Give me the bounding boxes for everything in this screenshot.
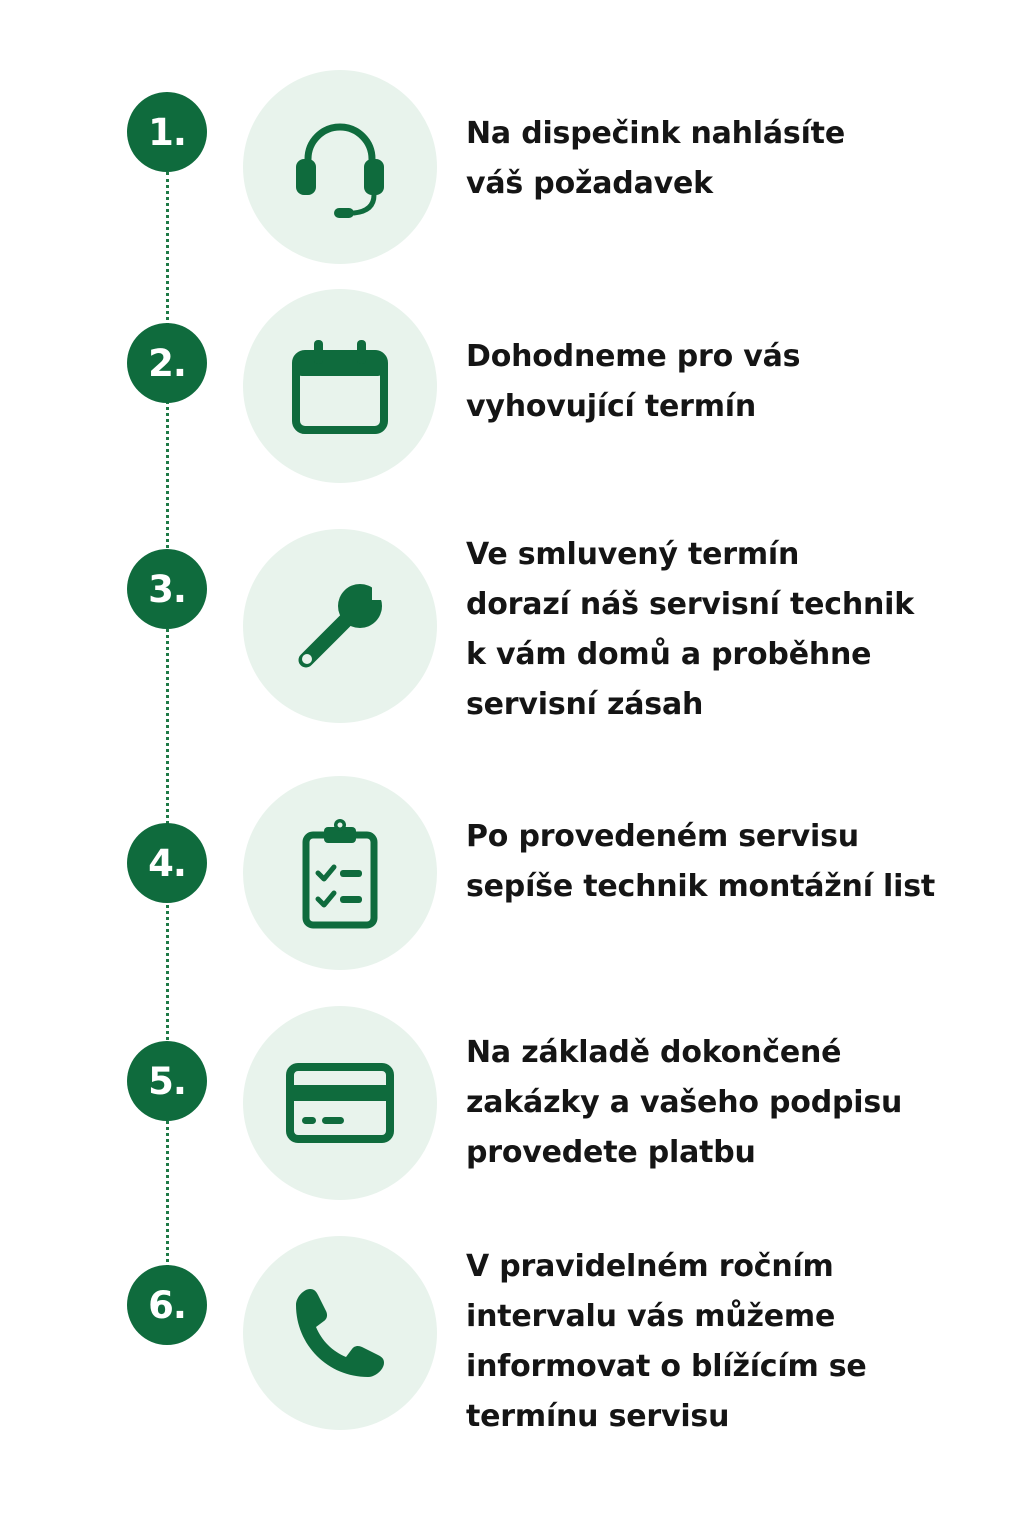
step-number-badge: 1.: [127, 92, 207, 172]
icon-circle: [243, 1006, 437, 1200]
icon-circle: [243, 776, 437, 970]
icon-circle: [243, 529, 437, 723]
credit-card-icon: [280, 1043, 400, 1163]
step-description-line: váš požadavek: [466, 166, 713, 201]
icon-circle: [243, 70, 437, 264]
step-description-line: k vám domů a proběhne: [466, 637, 872, 672]
step-description-line: V pravidelném ročním: [466, 1249, 834, 1284]
step-description: [466, 1028, 986, 1178]
step-description: [466, 1242, 986, 1442]
step-description-line: dorazí náš servisní technik: [466, 587, 915, 622]
wrench-icon: [280, 566, 400, 686]
step-description: [466, 109, 986, 209]
step-description-line: zakázky a vašeho podpisu: [466, 1085, 903, 1120]
step-description-line: informovat o blížícím se: [466, 1349, 867, 1384]
icon-circle: [243, 289, 437, 483]
step-number-badge: 2.: [127, 323, 207, 403]
step-description-line: vyhovující termín: [466, 389, 757, 424]
step-number-badge: 4.: [127, 823, 207, 903]
step-description-line: Dohodneme pro vás: [466, 339, 801, 374]
headset-icon: [280, 107, 400, 227]
step-description-line: provedete platbu: [466, 1135, 756, 1170]
step-description-line: Na základě dokončené: [466, 1035, 842, 1070]
step-description-line: Po provedeném servisu: [466, 819, 859, 854]
clipboard-checklist-icon: [280, 813, 400, 933]
step-number-badge: 5.: [127, 1041, 207, 1121]
step-description: [466, 812, 986, 912]
icon-circle: [243, 1236, 437, 1430]
step-description-line: sepíše technik montážní list: [466, 869, 935, 904]
step-description-line: Na dispečink nahlásíte: [466, 116, 845, 151]
step-description-line: intervalu vás můžeme: [466, 1299, 836, 1334]
step-number-badge: 3.: [127, 549, 207, 629]
calendar-icon: [280, 326, 400, 446]
step-description-line: servisní zásah: [466, 687, 704, 722]
step-description-line: termínu servisu: [466, 1399, 730, 1434]
step-description: [466, 332, 986, 432]
step-description-line: Ve smluvený termín: [466, 537, 800, 572]
step-description: [466, 530, 986, 730]
step-number-badge: 6.: [127, 1265, 207, 1345]
phone-icon: [280, 1273, 400, 1393]
